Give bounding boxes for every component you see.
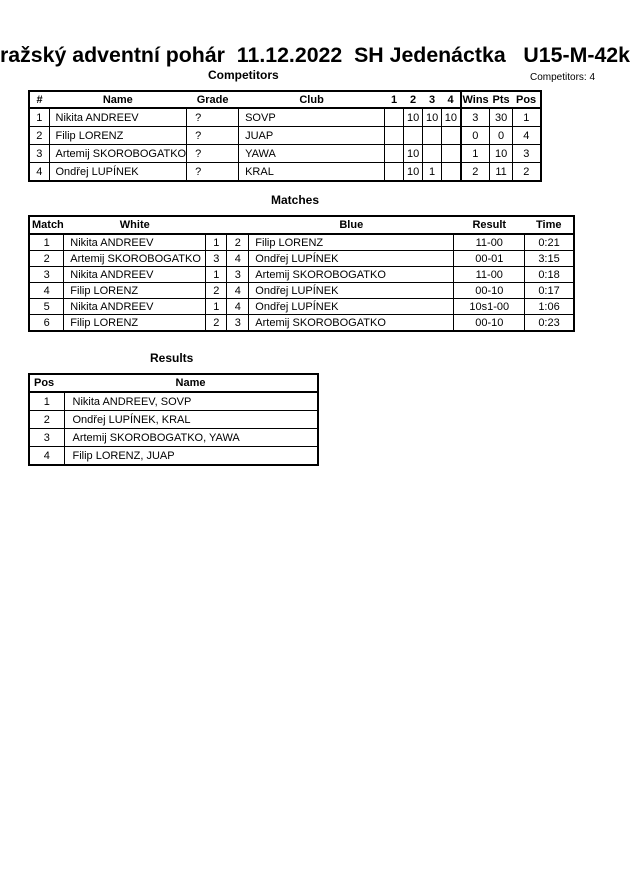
- matches-cell-white: Nikita ANDREEV: [64, 299, 206, 315]
- results-cell-name: Artemij SKOROBOGATKO, YAWA: [64, 429, 318, 447]
- competitors-cell-num: 3: [29, 145, 49, 163]
- competitors-table-row: [29, 145, 541, 163]
- matches-cell-blue: Artemij SKOROBOGATKO: [249, 267, 454, 283]
- matches-cell-time: 1:06: [525, 299, 574, 315]
- matches-cell-wnum: 2: [206, 315, 227, 332]
- col-blue-number: [227, 216, 249, 234]
- competitors-cell-grade: ?: [187, 163, 239, 182]
- results-heading: Results: [150, 351, 194, 365]
- competitors-cell-r4: [442, 127, 461, 145]
- competitors-cell-name: Filip LORENZ: [49, 127, 187, 145]
- matches-cell-white: Nikita ANDREEV: [64, 234, 206, 251]
- col-number: #: [29, 91, 49, 108]
- matches-cell-blue: Ondřej LUPÍNEK: [249, 283, 454, 299]
- matches-cell-match: 5: [29, 299, 64, 315]
- matches-cell-bnum: 4: [227, 283, 249, 299]
- matches-table-row: [29, 315, 574, 332]
- col-pos: Pos: [513, 91, 541, 108]
- results-table-row: [29, 392, 318, 411]
- competitors-cell-grade: ?: [187, 127, 239, 145]
- matches-cell-blue: Filip LORENZ: [249, 234, 454, 251]
- results-header-row: [29, 374, 318, 392]
- competitors-cell-pos: 2: [513, 163, 541, 182]
- matches-cell-time: 0:23: [525, 315, 574, 332]
- results-cell-name: Filip LORENZ, JUAP: [64, 447, 318, 466]
- matches-cell-match: 1: [29, 234, 64, 251]
- matches-cell-wnum: 1: [206, 234, 227, 251]
- col-wins: Wins: [461, 91, 490, 108]
- matches-table-row: [29, 234, 574, 251]
- competitors-cell-pos: 4: [513, 127, 541, 145]
- col-grade: Grade: [187, 91, 239, 108]
- col-round-1: 1: [385, 91, 404, 108]
- matches-cell-result: 00-10: [454, 315, 525, 332]
- competitors-count: Competitors: 4: [530, 72, 596, 83]
- matches-header-row: [29, 216, 574, 234]
- col-time: Time: [525, 216, 574, 234]
- competitors-cell-r1: [385, 163, 404, 182]
- matches-cell-white: Artemij SKOROBOGATKO: [64, 251, 206, 267]
- competitors-cell-grade: ?: [187, 108, 239, 127]
- results-cell-pos: 3: [29, 429, 64, 447]
- matches-cell-blue: Ondřej LUPÍNEK: [249, 299, 454, 315]
- competitors-table-row: [29, 163, 541, 182]
- matches-cell-match: 6: [29, 315, 64, 332]
- competitors-cell-pts: 0: [490, 127, 513, 145]
- competitors-cell-r1: [385, 127, 404, 145]
- competitors-table-row: [29, 127, 541, 145]
- page-title: ražský adventní pohár 11.12.2022 SH Jedenáctka U15-M-42k: [0, 44, 630, 67]
- matches-table: [28, 215, 575, 332]
- matches-cell-bnum: 3: [227, 267, 249, 283]
- competitors-cell-pts: 10: [490, 145, 513, 163]
- matches-cell-bnum: 2: [227, 234, 249, 251]
- competitors-cell-name: Ondřej LUPÍNEK: [49, 163, 187, 182]
- competitors-cell-pts: 30: [490, 108, 513, 127]
- competitors-cell-pts: 11: [490, 163, 513, 182]
- matches-table-row: [29, 283, 574, 299]
- matches-cell-time: 0:18: [525, 267, 574, 283]
- competitors-cell-pos: 1: [513, 108, 541, 127]
- matches-cell-wnum: 1: [206, 267, 227, 283]
- competitors-cell-r3: [423, 127, 442, 145]
- col-round-2: 2: [404, 91, 423, 108]
- col-round-4: 4: [442, 91, 461, 108]
- results-cell-pos: 2: [29, 411, 64, 429]
- competitors-cell-club: KRAL: [239, 163, 385, 182]
- matches-cell-match: 3: [29, 267, 64, 283]
- competitors-cell-club: SOVP: [239, 108, 385, 127]
- matches-cell-time: 0:21: [525, 234, 574, 251]
- col-white-number: [206, 216, 227, 234]
- results-table-row: [29, 411, 318, 429]
- competitors-cell-r3: 10: [423, 108, 442, 127]
- matches-cell-bnum: 3: [227, 315, 249, 332]
- matches-cell-white: Nikita ANDREEV: [64, 267, 206, 283]
- results-cell-name: Nikita ANDREEV, SOVP: [64, 392, 318, 411]
- competitors-cell-grade: ?: [187, 145, 239, 163]
- matches-cell-result: 11-00: [454, 267, 525, 283]
- competitors-cell-r4: [442, 145, 461, 163]
- matches-cell-time: 0:17: [525, 283, 574, 299]
- competitors-cell-r3: 1: [423, 163, 442, 182]
- matches-cell-result: 00-01: [454, 251, 525, 267]
- results-table: [28, 373, 319, 466]
- competitors-cell-club: YAWA: [239, 145, 385, 163]
- matches-table-row: [29, 299, 574, 315]
- matches-cell-match: 4: [29, 283, 64, 299]
- competitors-table-row: [29, 108, 541, 127]
- competitors-cell-club: JUAP: [239, 127, 385, 145]
- competitors-cell-num: 4: [29, 163, 49, 182]
- col-round-3: 3: [423, 91, 442, 108]
- matches-table-row: [29, 251, 574, 267]
- competitors-cell-r2: 10: [404, 163, 423, 182]
- results-table-row: [29, 447, 318, 466]
- col-name: Name: [49, 91, 187, 108]
- competitors-cell-r3: [423, 145, 442, 163]
- matches-cell-wnum: 1: [206, 299, 227, 315]
- results-cell-name: Ondřej LUPÍNEK, KRAL: [64, 411, 318, 429]
- competitors-cell-wins: 3: [461, 108, 490, 127]
- col-match: Match: [29, 216, 64, 234]
- competitors-cell-pos: 3: [513, 145, 541, 163]
- matches-table-row: [29, 267, 574, 283]
- matches-cell-result: 00-10: [454, 283, 525, 299]
- matches-cell-match: 2: [29, 251, 64, 267]
- competitors-cell-wins: 0: [461, 127, 490, 145]
- results-cell-pos: 4: [29, 447, 64, 466]
- competitors-cell-r4: 10: [442, 108, 461, 127]
- matches-cell-result: 11-00: [454, 234, 525, 251]
- competitors-cell-wins: 2: [461, 163, 490, 182]
- col-pos: Pos: [29, 374, 64, 392]
- results-table-row: [29, 429, 318, 447]
- col-club: Club: [239, 91, 385, 108]
- matches-cell-bnum: 4: [227, 251, 249, 267]
- col-name: Name: [64, 374, 318, 392]
- competitors-cell-r2: 10: [404, 145, 423, 163]
- col-pts: Pts: [490, 91, 513, 108]
- competitors-cell-name: Artemij SKOROBOGATKO: [49, 145, 187, 163]
- matches-cell-wnum: 3: [206, 251, 227, 267]
- competitors-cell-name: Nikita ANDREEV: [49, 108, 187, 127]
- col-blue: Blue: [249, 216, 454, 234]
- competitors-cell-r2: [404, 127, 423, 145]
- matches-cell-blue: Ondřej LUPÍNEK: [249, 251, 454, 267]
- competitors-cell-r1: [385, 108, 404, 127]
- competitors-cell-wins: 1: [461, 145, 490, 163]
- matches-cell-blue: Artemij SKOROBOGATKO: [249, 315, 454, 332]
- competitors-heading: Competitors: [208, 68, 279, 82]
- matches-cell-wnum: 2: [206, 283, 227, 299]
- competitors-cell-r2: 10: [404, 108, 423, 127]
- results-cell-pos: 1: [29, 392, 64, 411]
- matches-cell-white: Filip LORENZ: [64, 283, 206, 299]
- competitors-cell-r4: [442, 163, 461, 182]
- competitors-header-row: [29, 91, 541, 108]
- col-result: Result: [454, 216, 525, 234]
- matches-cell-result: 10s1-00: [454, 299, 525, 315]
- matches-cell-white: Filip LORENZ: [64, 315, 206, 332]
- col-white: White: [64, 216, 206, 234]
- matches-cell-time: 3:15: [525, 251, 574, 267]
- competitors-cell-num: 1: [29, 108, 49, 127]
- competitors-cell-num: 2: [29, 127, 49, 145]
- matches-heading: Matches: [271, 193, 320, 207]
- competitors-cell-r1: [385, 145, 404, 163]
- matches-cell-bnum: 4: [227, 299, 249, 315]
- competitors-table: [28, 90, 542, 182]
